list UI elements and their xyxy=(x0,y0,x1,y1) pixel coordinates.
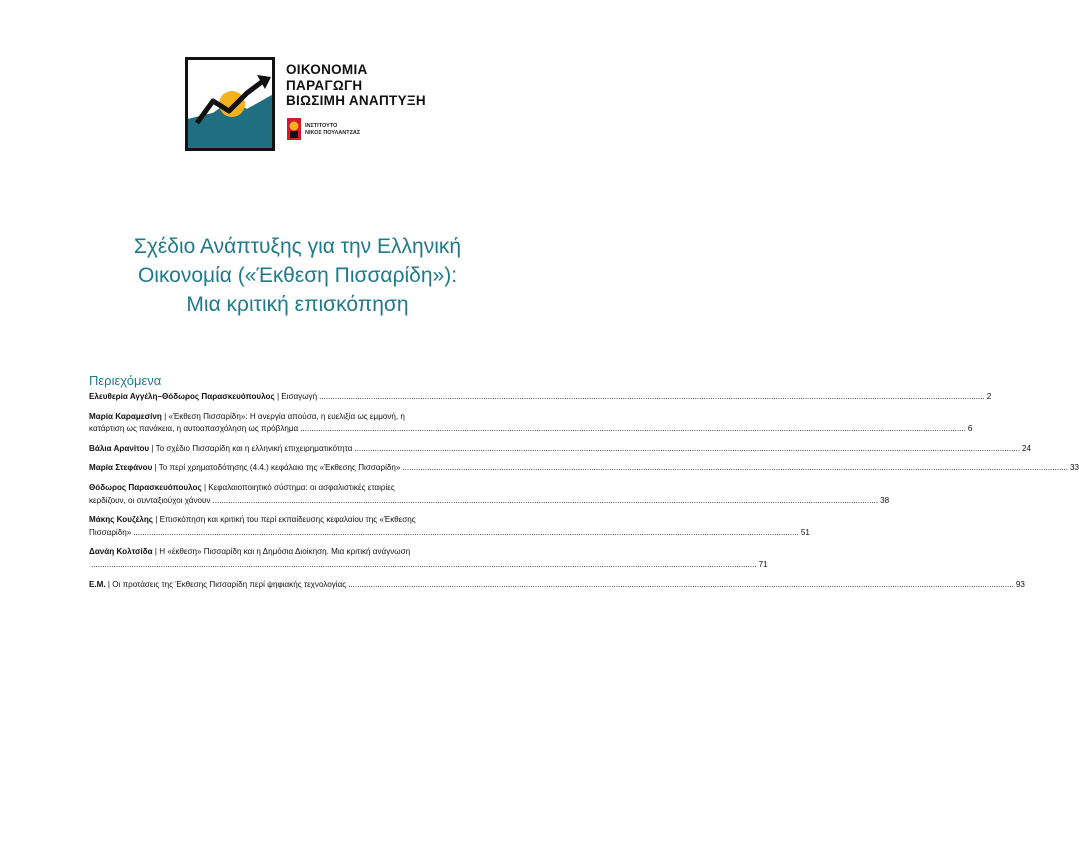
toc-entry-text xyxy=(89,462,400,475)
toc-page-number: 2 xyxy=(986,392,992,401)
toc-author: Θόδωρος Παρασκευόπουλος xyxy=(89,482,202,492)
toc-dot-leader xyxy=(348,579,1014,592)
toc-entry-line xyxy=(89,462,1079,475)
toc-title: | Κεφαλαιοποιητικό σύστημα: οι ασφαλιστικές εταιρίες xyxy=(201,482,395,492)
table-of-contents xyxy=(89,391,1079,598)
toc-dot-leader xyxy=(91,559,757,572)
brand-line-3: ΒΙΩΣΙΜΗ ΑΝΑΠΤΥΞΗ xyxy=(286,93,426,108)
title-line-2: Οικονομία («Έκθεση Πισσαρίδη»): xyxy=(137,264,458,287)
toc-entry-line xyxy=(89,423,973,436)
toc-entry-line xyxy=(89,546,505,559)
toc-entry[interactable] xyxy=(89,546,768,571)
title-line-3: Μια κριτική επισκόπηση xyxy=(186,293,409,316)
toc-entry-line xyxy=(89,559,768,572)
toc-entry-line xyxy=(89,495,890,508)
toc-entry[interactable] xyxy=(89,391,992,404)
toc-page-number: 33 xyxy=(1070,463,1079,473)
toc-dot-leader xyxy=(319,391,985,404)
institute-badge xyxy=(287,118,377,144)
brand-name xyxy=(286,62,426,109)
toc-title: | Το περί χρηματοδότησης (4.4.) κεφάλαιο της «Έκθεσης Πισσαρίδη» xyxy=(152,463,401,473)
toc-author: Μάκης Κουζέλης xyxy=(89,515,153,525)
institute-line-2: ΝΙΚΟΣ ΠΟΥΛΑΝΤΖΑΣ xyxy=(305,130,361,136)
toc-page-number: 93 xyxy=(1015,579,1025,589)
toc-dot-leader xyxy=(354,443,1020,456)
title-line-1: Σχέδιο Ανάπτυξης για την Ελληνική xyxy=(133,235,462,258)
toc-page-number: 51 xyxy=(800,527,810,537)
toc-heading: Περιεχόμενα xyxy=(89,373,162,388)
toc-page-number: 38 xyxy=(880,495,890,505)
toc-dot-leader xyxy=(213,495,879,508)
toc-entry-line xyxy=(89,514,505,527)
toc-entry-text xyxy=(89,443,352,456)
toc-author: Μαρία Καραμεσίνη xyxy=(89,411,162,421)
toc-entry-text xyxy=(89,482,395,495)
toc-title: | Το σχέδιο Πισσαρίδη και η ελληνική επιχειρηματικότητα xyxy=(149,443,353,453)
toc-dot-leader xyxy=(133,527,799,540)
toc-title: | Εισαγωγή xyxy=(274,392,318,401)
toc-author: Μαρία Στεφάνου xyxy=(89,463,153,473)
toc-entry-line xyxy=(89,482,505,495)
toc-entry-text xyxy=(89,514,416,527)
toc-page-number: 6 xyxy=(967,424,973,434)
toc-page-number: 71 xyxy=(758,559,768,569)
institute-line-1: ΙΝΣΤΙΤΟΥΤΟ xyxy=(305,123,338,129)
toc-title: | Η «έκθεση» Πισσαρίδη και η Δημόσια Διοίκηση. Μια κριτική ανάγνωση xyxy=(152,547,411,557)
toc-entry[interactable] xyxy=(89,462,1079,475)
toc-entry-text xyxy=(89,411,405,424)
toc-entry[interactable] xyxy=(89,579,1025,592)
toc-title-continued: κερδίζουν, οι συνταξιούχοι χάνουν xyxy=(89,495,211,505)
toc-author: Δανάη Κολτσίδα xyxy=(89,547,153,557)
brand-line-2: ΠΑΡΑΓΩΓΗ xyxy=(286,77,363,93)
toc-entry-text xyxy=(89,391,317,404)
toc-title: | «Έκθεση Πισσαρίδη»: Η ανεργία απούσα, η ευελιξία ως εμμονή, η xyxy=(161,411,405,421)
toc-title-continued: κατάρτιση ως πανάκεια, η αυτοαπασχόληση ως πρόβλημα xyxy=(89,424,299,434)
toc-entry-line xyxy=(89,527,810,540)
toc-entry-text xyxy=(89,579,346,592)
poulantzas-institute-icon xyxy=(287,118,301,140)
toc-entry-line xyxy=(89,411,505,424)
toc-entry[interactable] xyxy=(89,482,890,507)
document-title xyxy=(60,232,535,319)
toc-title-continued: Πισσαρίδη» xyxy=(89,527,132,537)
toc-author: Ελευθερία Αγγέλη–Θόδωρος Παρασκευόπουλος xyxy=(89,392,275,401)
toc-entry[interactable] xyxy=(89,411,973,436)
economy-growth-logo-icon xyxy=(185,57,275,151)
toc-author: Βάλια Αρανίτου xyxy=(89,443,150,453)
toc-page-number: 24 xyxy=(1022,443,1032,453)
toc-title: | Οι προτάσεις της Έκθεσης Πισσαρίδη περί ψηφιακής τεχνολογίας xyxy=(105,579,347,589)
toc-entry-line xyxy=(89,443,1032,456)
brand-line-1: ΟΙΚΟΝΟΜΙΑ xyxy=(286,62,368,77)
toc-entry-line xyxy=(89,579,1025,592)
toc-author: Ε.Μ. xyxy=(89,579,106,589)
toc-dot-leader xyxy=(402,462,1068,475)
toc-dot-leader xyxy=(300,423,966,436)
toc-entry-line xyxy=(89,391,992,404)
toc-entry-text xyxy=(89,546,410,559)
toc-title: | Επισκόπηση και κριτική του περί εκπαίδευσης κεφαλαίου της «Έκθεσης xyxy=(152,515,416,525)
toc-entry[interactable] xyxy=(89,443,1032,456)
toc-entry[interactable] xyxy=(89,514,810,539)
